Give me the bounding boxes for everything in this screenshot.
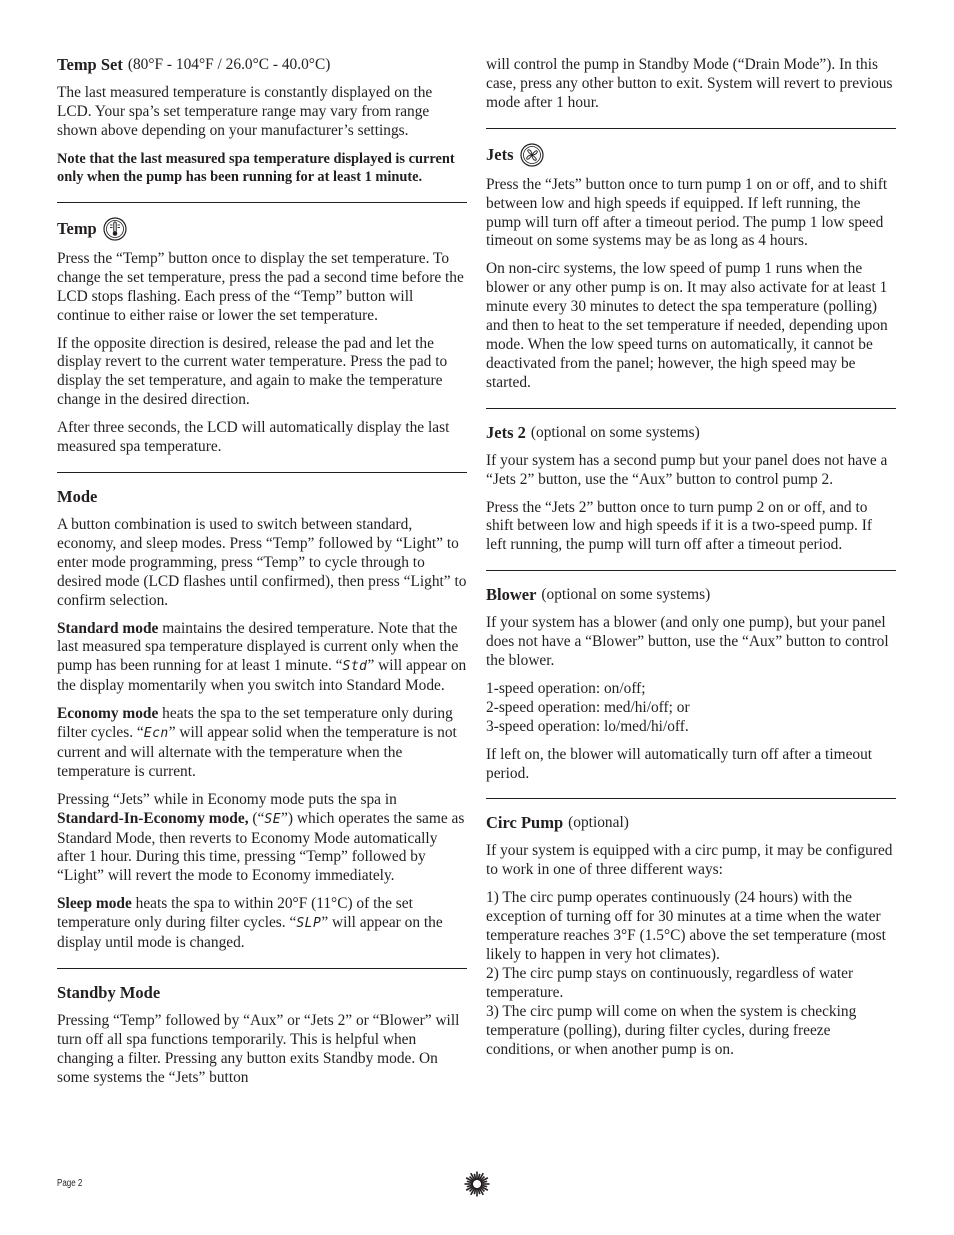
sie-text-c: ”) which operates the same as Standard Mode, then reverts to Economy Mode automatically after 1 hour. During this time, pressing “Temp” followed by “Light” will revert the mode to Economy immediately. (57, 809, 465, 885)
jets2-paragraph-1: If your system has a second pump but your panel does not have a “Jets 2” button, use the “Aux” button to control pump 2. (486, 451, 888, 488)
temp-set-title: Temp Set (57, 55, 123, 74)
divider (486, 128, 896, 129)
section-temp-set (57, 55, 467, 187)
circ-option-2: 2) The circ pump stays on continuously, regardless of water temperature. (486, 964, 854, 1001)
section-jets-2 (486, 423, 896, 556)
mode-economy-paragraph (57, 705, 467, 782)
blower-paragraph-1: If your system has a blower (and only one pump), but your panel does not have a “Blower” button, use the “Aux” button to control the blower. (486, 614, 889, 670)
jets2-title: Jets 2 (486, 422, 526, 442)
circ-subtitle: (optional) (568, 814, 629, 832)
section-mode (57, 487, 467, 953)
mode-standard-paragraph (57, 620, 467, 697)
section-temp (57, 217, 467, 457)
divider (57, 202, 467, 203)
blower-title: Blower (486, 585, 537, 605)
blower-paragraph-2: If left on, the blower will automatically turn off after a timeout period. (486, 745, 873, 782)
divider (57, 968, 467, 969)
lcd-code-slp: SLP (296, 916, 322, 932)
mode-title: Mode (57, 486, 98, 506)
circ-option-3: 3) The circ pump will come on when the system is checking temperature (polling), during filter cycles, during freeze conditions, or when another pump is on. (486, 1002, 857, 1058)
lcd-code-ecn: Ecn (143, 726, 169, 742)
blower-speed-1: 1-speed operation: on/off; (486, 679, 646, 697)
jets-title: Jets (486, 144, 514, 164)
economy-mode-label: Economy mode (57, 705, 159, 723)
sie-text-a: Pressing “Jets” while in Economy mode puts the spa in (57, 790, 397, 808)
jets-fan-button-icon (520, 143, 544, 167)
sie-text-b: (“ (248, 809, 265, 827)
circ-heading (486, 813, 896, 833)
circ-option-1: 1) The circ pump operates continuously (24 hours) with the exception of turning off for 30 minutes at a time when the water temperature reaches 3°F (1.5°C) above the set temperature (most likely to happen in very hot climates). (486, 889, 886, 963)
jets2-paragraph-2: Press the “Jets 2” button once to turn pump 2 on or off, and to shift between low and high speeds if it is a two-speed pump. If left running, the pump will turn off after a timeout period. (486, 498, 872, 554)
left-column (57, 55, 467, 1088)
economy-mode-text-b: ” will appear solid when the temperature is not current and will alternate with the temperature when the temperature is current. (57, 724, 457, 780)
mode-heading (57, 487, 467, 507)
jets-paragraph-1: Press the “Jets” button once to turn pump 1 on or off, and to shift between low and high speeds if equipped. If left running, the pump will turn off after a timeout period. The pump 1 low speed timeout on some systems may be as long as 4 hours. (486, 175, 888, 250)
temp-paragraph-3: After three seconds, the LCD will automatically display the last measured spa temperature. (57, 419, 450, 456)
temp-set-note: Note that the last measured spa temperature displayed is current only when the pump has been running for at least 1 minute. (57, 150, 455, 186)
thermometer-button-icon (103, 217, 127, 241)
circ-paragraph-1: If your system is equipped with a circ pump, it may be configured to work in one of three different ways: (486, 842, 893, 879)
sleep-mode-label: Sleep mode (57, 895, 132, 913)
circ-title: Circ Pump (486, 813, 564, 833)
jets-paragraph-2: On non-circ systems, the low speed of pump 1 runs when the blower or any other pump is on. It may also activate for at least 1 minute every 30 minutes to detect the spa temperature (polling) and then to heat to the set temperature if needed, depending upon mode. When the low speed turns on automatically, it cannot be deactivated from the panel; however, the high speed may be started. (486, 260, 888, 391)
blower-heading (486, 585, 896, 605)
jets2-heading (486, 423, 896, 443)
blower-subtitle: (optional on some systems) (541, 586, 711, 604)
temp-set-range: (80°F - 104°F / 26.0°C - 40.0°C) (127, 56, 331, 73)
mode-paragraph-1: A button combination is used to switch between standard, economy, and sleep modes. Press “Temp” followed by “Light” to enter mode programming, press “Temp” to cycle through to desired mode (LCD flashes until confirmed), then press “Light” to confirm selection. (57, 515, 467, 609)
sleep-mode-text-b: ” will appear on the display until mode is changed. (57, 914, 443, 952)
divider (486, 570, 896, 571)
section-circ-pump (486, 813, 896, 1059)
divider (486, 408, 896, 409)
sleep-mode-text-a: heats the spa to within 20°F (11°C) of the set temperature only during filter cycles. “ (57, 895, 413, 932)
section-standby (57, 983, 467, 1088)
temp-set-paragraph: The last measured temperature is constantly displayed on the LCD. Your spa’s set temperature range may vary from range shown above depending on your manufacturer’s settings. (57, 84, 433, 139)
temp-paragraph-2: If the opposite direction is desired, release the pad and let the display revert to the current water temperature. Press the pad to display the set temperature, and again to make the temperature change in the desired direction. (57, 334, 448, 409)
standard-mode-text-b: ” will appear on the display momentarily when you switch into Standard Mode. (57, 657, 467, 695)
divider (486, 798, 896, 799)
standby-heading (57, 983, 467, 1003)
sie-mode-label: Standard-In-Economy mode, (57, 809, 249, 827)
temp-paragraph-1: Press the “Temp” button once to display the set temperature. To change the set temperature, press the pad a second time before the LCD stops flashing. Each press of the “Temp” button will continue to either raise or lower the set temperature. (57, 249, 464, 324)
economy-mode-text-a: heats the spa to the set temperature only during filter cycles. “ (57, 705, 453, 742)
section-jets (486, 143, 896, 393)
standard-mode-text-a: maintains the desired temperature. Note that the last measured spa temperature displayed is current only when the pump has been running for at least 1 minute. “ (57, 619, 459, 675)
mode-sie-paragraph (57, 791, 467, 887)
jets-heading (486, 143, 896, 167)
section-blower (486, 585, 896, 783)
standby-continued-paragraph: will control the pump in Standby Mode (“Drain Mode”). In this case, press any other button to exit. System will revert to previous mode after 1 hour. (486, 56, 893, 111)
divider (57, 472, 467, 473)
lcd-code-std: Std (342, 659, 368, 675)
page-number: Page 2 (57, 1178, 83, 1189)
lcd-code-se: SE (264, 811, 282, 827)
temp-title: Temp (57, 218, 97, 238)
sunburst-logo-icon (464, 1171, 490, 1197)
temp-set-heading (57, 55, 467, 75)
jets2-subtitle: (optional on some systems) (530, 423, 700, 441)
standby-title: Standby Mode (57, 983, 161, 1002)
temp-heading (57, 217, 467, 241)
blower-speed-2: 2-speed operation: med/hi/off; or (486, 698, 690, 716)
mode-sleep-paragraph (57, 895, 467, 953)
right-column (486, 56, 896, 1059)
standard-mode-label: Standard mode (57, 619, 159, 637)
standby-paragraph: Pressing “Temp” followed by “Aux” or “Jets 2” or “Blower” will turn off all spa functions temporarily. This is helpful when changing a filter. Pressing any button exits Standby mode. On some systems the “Jets” button (57, 1012, 460, 1086)
blower-speed-3: 3-speed operation: lo/med/hi/off. (486, 717, 689, 735)
